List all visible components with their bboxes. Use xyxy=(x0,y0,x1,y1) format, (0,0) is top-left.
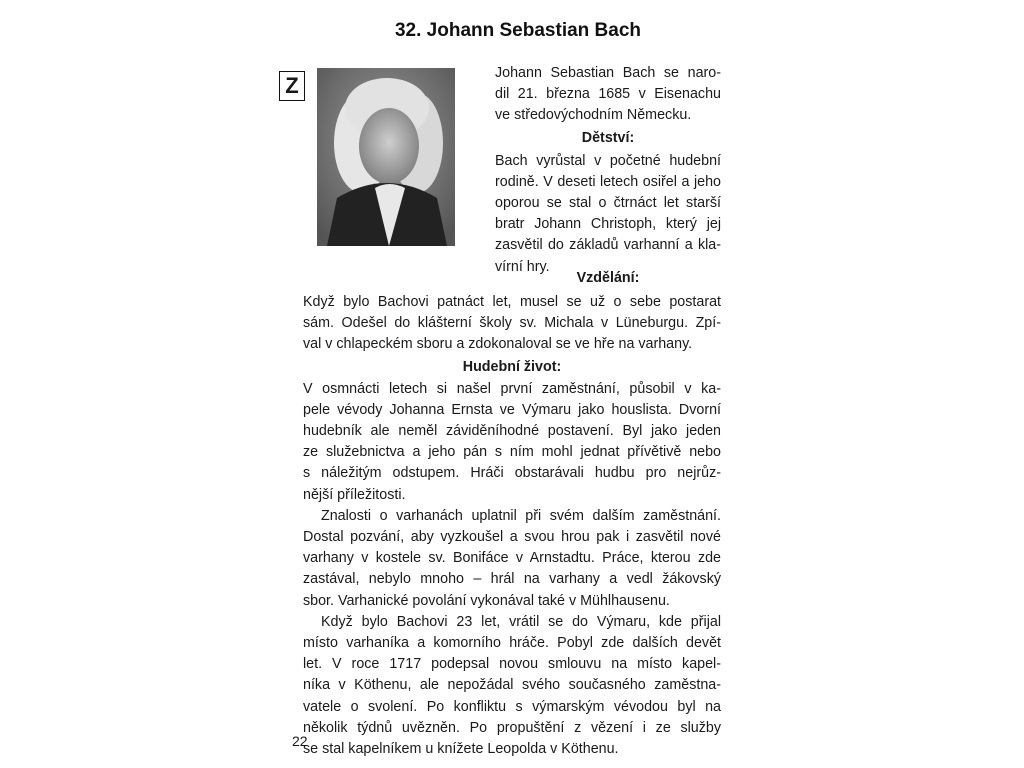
text-line: Bach vyrůstal v početné hudební xyxy=(495,152,721,169)
music-life-paragraph-2 xyxy=(303,506,721,612)
text-line: níka v Köthenu, ale nepožádal svého současného zaměstna- xyxy=(303,677,721,694)
heading-music-life: Hudební život: xyxy=(462,358,562,375)
text-line: zastával, nebylo mnoho – hrál na varhany a vedl žákovský xyxy=(303,571,721,588)
main-text xyxy=(303,268,721,760)
level-badge: Z xyxy=(279,71,305,101)
text-line: oporou se stal o čtrnáct let starší xyxy=(495,195,721,212)
text-line: ze služebnictva a jeho pán s ním mohl jednat přívětivě nebo xyxy=(303,444,721,461)
text-line: varhany v kostele sv. Bonifáce v Arnstadtu. Práce, kterou zde xyxy=(303,550,721,567)
text-line: ve středovýchodním Německu. xyxy=(495,107,692,124)
text-line: val v chlapeckém sboru a zdokonaloval se ve hře na varhany. xyxy=(303,336,693,353)
education-paragraph xyxy=(303,292,721,356)
text-line: V osmnácti letech si našel první zaměstnání, působil v ka- xyxy=(303,380,721,397)
text-line: pele vévody Johanna Ernsta ve Výmaru jako houslista. Dvorní xyxy=(303,401,721,418)
text-line: let. V roce 1717 podepsal novou smlouvu na místo kapel- xyxy=(303,656,721,673)
text-line: místo varhaníka a komorního hráče. Pobyl zde dalších devět xyxy=(303,635,721,652)
text-line: s náležitým odstupem. Hráči obstarávali hudbu pro nejrůz- xyxy=(303,465,721,482)
page-number: 22 xyxy=(292,733,308,749)
text-line: vatele o svolení. Po konfliktu s výmarským vévodou byl na xyxy=(303,698,721,715)
bach-portrait-image xyxy=(317,68,455,246)
text-line: Znalosti o varhanách uplatnil při svém dalším zaměstnání. xyxy=(321,507,721,524)
intro-paragraph xyxy=(495,63,721,278)
text-line: Johann Sebastian Bach se naro- xyxy=(495,65,721,81)
text-line: zasvětil do základů varhanní a kla- xyxy=(495,237,721,254)
text-line: se stal kapelníkem u knížete Leopolda v Köthenu. xyxy=(303,741,619,758)
text-line: rodině. V deseti letech osiřel a jeho xyxy=(495,173,721,190)
text-line: Dostal pozvání, aby vyzkoušel a svou hrou pak i zasvětil nové xyxy=(303,529,721,546)
text-line: Když bylo Bachovi 23 let, vrátil se do Výmaru, kde přijal xyxy=(321,613,721,630)
text-line: hudebník ale neměl záviděníhodné postavení. Byl jako jeden xyxy=(303,423,721,440)
text-line: několik týdnů uvězněn. Po propuštění z vězení i ze služby xyxy=(303,719,721,736)
text-line: sbor. Varhanické povolání vykonával také v Mühlhausenu. xyxy=(303,592,670,609)
text-line: vírní hry. xyxy=(495,258,550,275)
music-life-paragraph-3 xyxy=(303,612,721,760)
text-line: nější příležitosti. xyxy=(303,486,406,503)
text-line: bratr Johann Christoph, který jej xyxy=(495,216,721,233)
childhood-paragraph xyxy=(495,151,721,278)
text-line: dil 21. března 1685 v Eisenachu xyxy=(495,86,721,103)
heading-education: Vzdělání: xyxy=(576,270,640,286)
heading-childhood: Dětství: xyxy=(581,129,635,146)
music-life-paragraph-1 xyxy=(303,379,721,506)
page-title: 32. Johann Sebastian Bach xyxy=(394,20,642,41)
text-line: sám. Odešel do klášterní školy sv. Michala v Lüneburgu. Zpí- xyxy=(303,315,721,332)
text-line: Když bylo Bachovi patnáct let, musel se už o sebe postarat xyxy=(303,294,721,310)
